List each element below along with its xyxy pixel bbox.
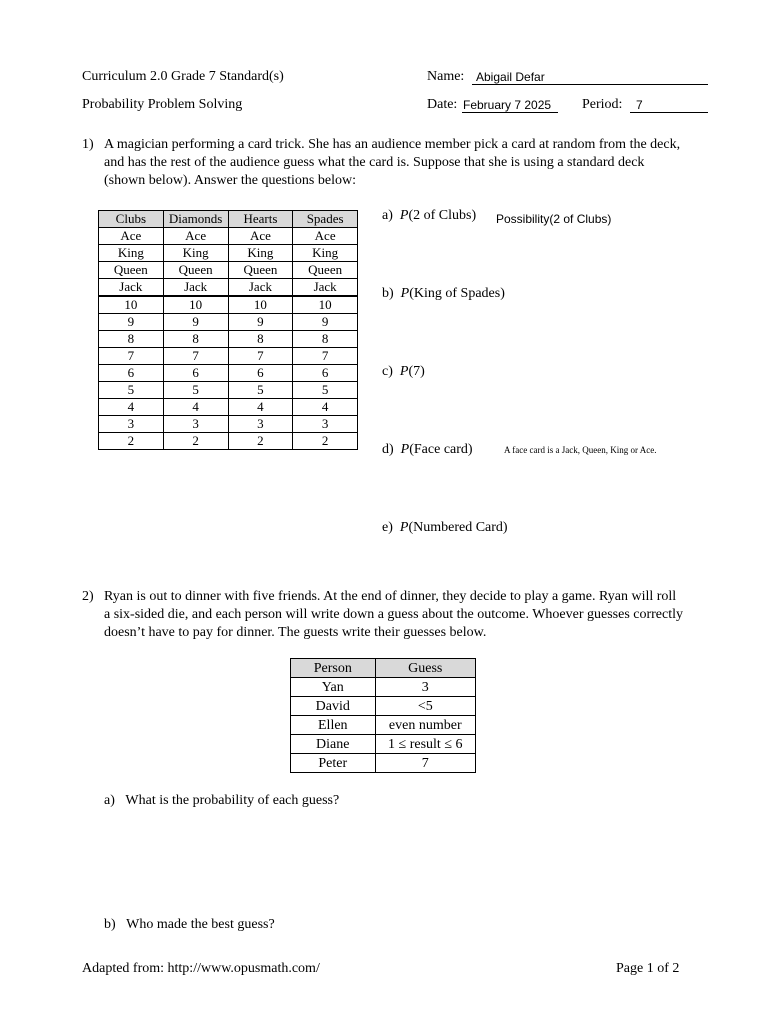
deck-cell: 3 (99, 416, 164, 433)
deck-cell: Jack (293, 279, 358, 297)
deck-cell: King (99, 245, 164, 262)
face-card-note: A face card is a Jack, Queen, King or Ace. (504, 445, 657, 455)
deck-cell: 3 (293, 416, 358, 433)
question-1e (382, 519, 508, 537)
question-2a (104, 792, 339, 810)
footer-source: Adapted from: http://www.opusmath.com/ (82, 961, 320, 976)
problem-2-number: 2) (82, 589, 94, 604)
deck-cell: 9 (228, 314, 293, 331)
deck-cell: 9 (293, 314, 358, 331)
guess-header-guess: Guess (375, 659, 475, 678)
guess-person-cell: Diane (291, 735, 376, 754)
deck-row (99, 279, 358, 297)
deck-cell: King (228, 245, 293, 262)
question-2a-label: a) (104, 793, 115, 808)
deck-cell: Queen (99, 262, 164, 279)
question-1a-label: a) (382, 208, 393, 223)
deck-cell: Queen (228, 262, 293, 279)
deck-header-spades: Spades (293, 211, 358, 228)
deck-row (99, 314, 358, 331)
deck-cell: 5 (228, 382, 293, 399)
deck-cell: 9 (99, 314, 164, 331)
guess-value-cell: 1 ≤ result ≤ 6 (375, 735, 475, 754)
deck-cell: 6 (293, 365, 358, 382)
question-1a-text: (2 of Clubs) (408, 208, 477, 223)
question-1c-label: c) (382, 364, 393, 379)
deck-cell: King (293, 245, 358, 262)
question-1d (382, 441, 473, 459)
guess-row (291, 754, 476, 773)
guess-person-cell: Peter (291, 754, 376, 773)
guess-person-cell: Yan (291, 678, 376, 697)
deck-cell: 2 (99, 433, 164, 450)
guess-row (291, 678, 476, 697)
deck-cell: 3 (228, 416, 293, 433)
deck-cell: 2 (163, 433, 228, 450)
footer-page-number: Page 1 of 2 (616, 961, 680, 976)
date-value[interactable]: February 7 2025 (463, 98, 552, 112)
question-1d-text: (Face card) (409, 442, 473, 457)
date-underline (462, 112, 558, 113)
name-label: Name: (427, 69, 465, 84)
question-1c (382, 363, 425, 381)
question-1b-label: b) (382, 286, 394, 301)
name-value[interactable]: Abigail Defar (476, 70, 545, 84)
guess-row (291, 697, 476, 716)
deck-row (99, 331, 358, 348)
problem-2-text: Ryan is out to dinner with five friends. At the end of dinner, they decide to play a game. Ryan will roll a six-sided die, and each person will write down a guess about the outcome. Whoever guesses correctly doesn’t have to pay for dinner. The guests write their guesses below. (104, 589, 684, 640)
question-1a-answer[interactable]: Possibility(2 of Clubs) (496, 212, 612, 226)
deck-cell: Queen (163, 262, 228, 279)
deck-cell: 5 (99, 382, 164, 399)
guess-header-person: Person (291, 659, 376, 678)
deck-cell: 7 (99, 348, 164, 365)
p-symbol: P (400, 286, 410, 301)
deck-row (99, 399, 358, 416)
deck-row (99, 416, 358, 433)
deck-cell: 4 (293, 399, 358, 416)
question-1b-text: (King of Spades) (409, 286, 505, 301)
deck-cell: King (163, 245, 228, 262)
guess-value-cell: <5 (375, 697, 475, 716)
deck-cell: 8 (228, 331, 293, 348)
deck-cell: 6 (228, 365, 293, 382)
guess-person-cell: Ellen (291, 716, 376, 735)
deck-row (99, 245, 358, 262)
deck-cell: 8 (99, 331, 164, 348)
deck-cell: Ace (293, 228, 358, 245)
deck-cell: 6 (99, 365, 164, 382)
deck-cell: Queen (293, 262, 358, 279)
deck-cell: 5 (293, 382, 358, 399)
deck-row (99, 382, 358, 399)
guess-value-cell: even number (375, 716, 475, 735)
deck-cell: 10 (99, 296, 164, 314)
guess-row (291, 716, 476, 735)
deck-row (99, 348, 358, 365)
question-2a-text: What is the probability of each guess? (125, 793, 340, 808)
guess-person-cell: David (291, 697, 376, 716)
name-underline (472, 84, 708, 85)
deck-cell: 6 (163, 365, 228, 382)
question-2b (104, 916, 275, 934)
card-deck-table (98, 210, 358, 450)
deck-row (99, 262, 358, 279)
question-1a (382, 207, 476, 225)
guess-table (290, 658, 476, 773)
period-value[interactable]: 7 (636, 98, 643, 112)
deck-cell: Jack (228, 279, 293, 297)
period-label: Period: (582, 97, 623, 112)
deck-header-clubs: Clubs (99, 211, 164, 228)
deck-row (99, 365, 358, 382)
period-underline (630, 112, 708, 113)
question-2b-label: b) (104, 917, 116, 932)
deck-row (99, 433, 358, 450)
question-1e-text: (Numbered Card) (408, 520, 508, 535)
question-1d-label: d) (382, 442, 394, 457)
deck-cell: 3 (163, 416, 228, 433)
deck-cell: 8 (293, 331, 358, 348)
deck-cell: 10 (163, 296, 228, 314)
worksheet-topic: Probability Problem Solving (82, 97, 243, 112)
deck-cell: 7 (228, 348, 293, 365)
deck-cell: 10 (293, 296, 358, 314)
date-label: Date: (427, 97, 458, 112)
deck-cell: 2 (228, 433, 293, 450)
deck-cell: Jack (99, 279, 164, 297)
problem-1-number: 1) (82, 137, 94, 152)
deck-cell: Ace (228, 228, 293, 245)
question-1c-text: (7) (408, 364, 425, 379)
guess-row (291, 735, 476, 754)
p-symbol: P (399, 520, 409, 535)
question-1e-label: e) (382, 520, 393, 535)
deck-cell: 7 (163, 348, 228, 365)
deck-header-diamonds: Diamonds (163, 211, 228, 228)
problem-1-text: A magician performing a card trick. She has an audience member pick a card at random from the deck, and has the rest of the audience guess what the card is. Suppose that she is using a standard deck (shown below). Answer the questions below: (104, 137, 681, 188)
deck-cell: 4 (99, 399, 164, 416)
p-symbol: P (400, 442, 410, 457)
guess-value-cell: 3 (375, 678, 475, 697)
deck-cell: Jack (163, 279, 228, 297)
question-2b-text: Who made the best guess? (126, 917, 275, 932)
deck-row (99, 228, 358, 245)
deck-cell: 4 (228, 399, 293, 416)
deck-cell: Ace (163, 228, 228, 245)
p-symbol: P (399, 364, 409, 379)
deck-cell: 8 (163, 331, 228, 348)
curriculum-standard: Curriculum 2.0 Grade 7 Standard(s) (82, 69, 284, 84)
deck-cell: 10 (228, 296, 293, 314)
deck-header-hearts: Hearts (228, 211, 293, 228)
deck-cell: 7 (293, 348, 358, 365)
guess-value-cell: 7 (375, 754, 475, 773)
deck-cell: 9 (163, 314, 228, 331)
deck-cell: 2 (293, 433, 358, 450)
p-symbol: P (399, 208, 409, 223)
question-1b (382, 285, 505, 303)
deck-cell: 4 (163, 399, 228, 416)
deck-cell: Ace (99, 228, 164, 245)
deck-row (99, 296, 358, 314)
deck-cell: 5 (163, 382, 228, 399)
